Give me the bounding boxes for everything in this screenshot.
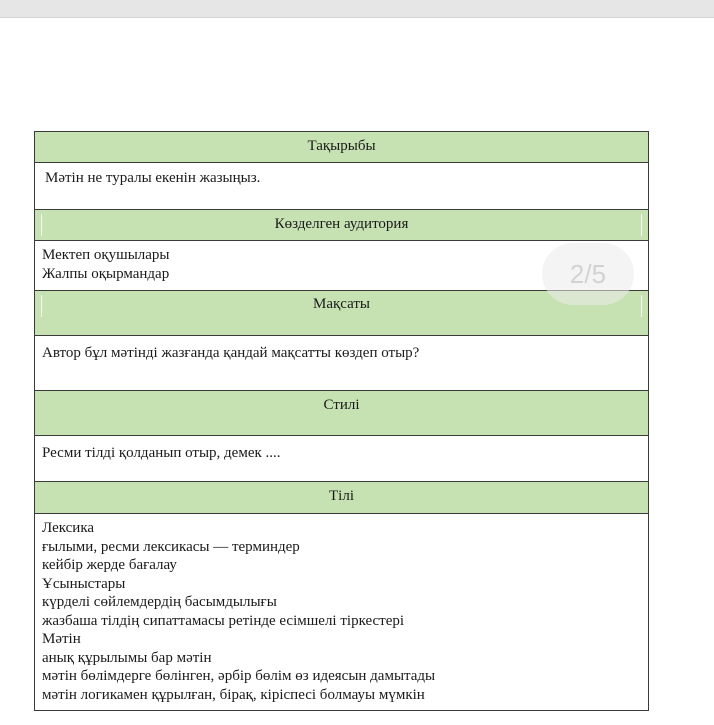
section-header-audience (35, 210, 648, 241)
section-heading: Тақырыбы (307, 138, 376, 154)
section-text-line: Жалпы оқырмандар (42, 265, 170, 282)
section-heading: Көзделген аудитория (274, 216, 409, 232)
page-indicator: 2/5 (542, 243, 634, 305)
section-text-line: Мектеп оқушылары (42, 247, 170, 263)
section-heading: Тілі (329, 488, 354, 504)
section-header-style (35, 391, 648, 436)
section-text-line: мәтін логикамен құрылған, бірақ, кіріспесі болмауы мүмкін (42, 686, 425, 703)
section-text-line: ғылыми, ресми лексикасы — терминдер (42, 538, 300, 555)
section-body-style (35, 436, 648, 482)
section-body-language (35, 514, 648, 710)
section-text-line: кейбір жерде бағалау (42, 557, 177, 573)
section-heading: Мақсаты (312, 296, 371, 312)
section-body-purpose (35, 336, 648, 391)
section-text-line: Автор бұл мәтінді жазғанда қандай мақсатты көздеп отыр? (42, 345, 420, 361)
section-text-line: Лексика (42, 520, 95, 536)
section-text-line: Мәтін не туралы екенін жазыңыз. (45, 170, 261, 186)
section-text-line: мәтін бөлімдерге бөлінген, әрбір бөлім өз идеясын дамытады (42, 668, 436, 684)
section-text-line: Мәтін (42, 631, 81, 647)
section-header-language (35, 482, 648, 514)
section-heading: Стилі (323, 397, 360, 413)
section-text-line: анық құрылымы бар мәтін (42, 649, 212, 666)
section-text-line: күрделі сөйлемдердің басымдылығы (42, 594, 277, 610)
document-table (34, 131, 649, 711)
section-text-line: жазбаша тілдің сипаттамасы ретінде есімшелі тіркестері (42, 612, 405, 629)
section-text-line: Ресми тілді қолданып отыр, демек .... (42, 445, 281, 461)
section-header-topic (35, 132, 648, 163)
section-text-line: Ұсыныстары (42, 575, 126, 592)
viewer-toolbar (0, 0, 714, 18)
section-body-topic (35, 163, 648, 210)
